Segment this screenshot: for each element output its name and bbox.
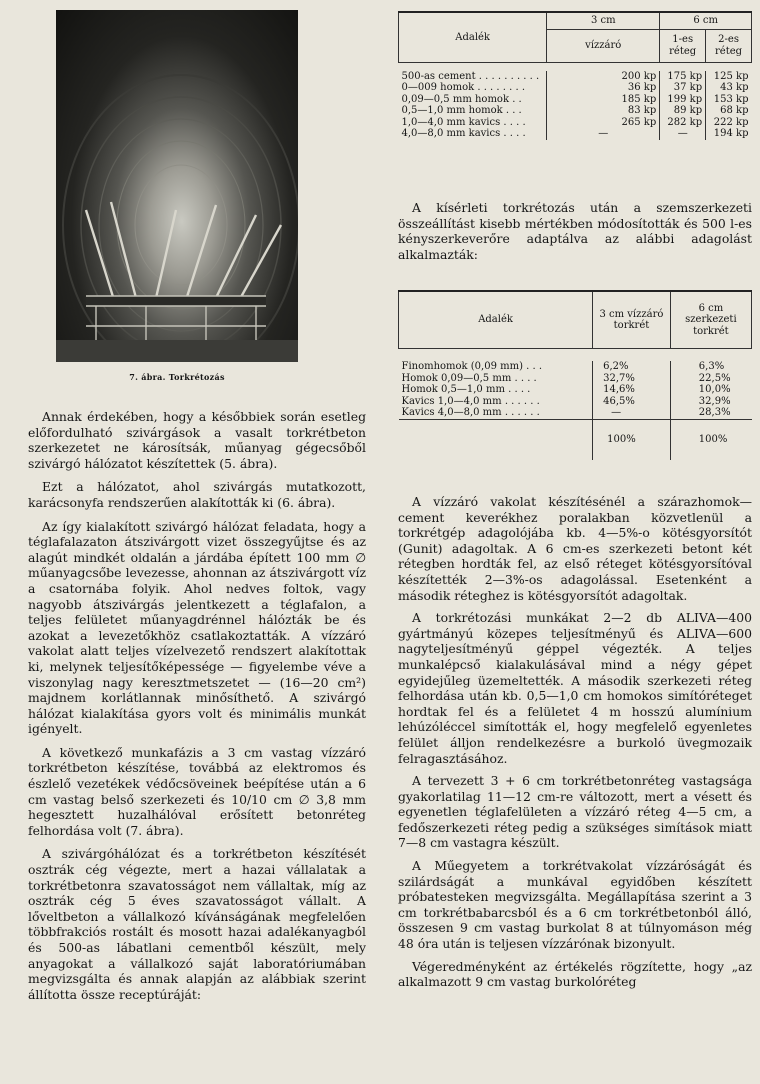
t2-cell: Kavics 1,0—4,0 mm . . . . . .: [401, 395, 540, 407]
t2-cell: 32,7%: [593, 373, 671, 385]
paragraph: Végeredményként az értékelés rögzítette, hogy „az alkalmazott 9 cm vastag burkolóréteg: [398, 958, 752, 990]
t2-total-b: 100%: [670, 419, 751, 460]
t1-header-3cm: 3 cm: [547, 12, 660, 29]
t2-cell: 32,9%: [670, 396, 751, 408]
t1-header-6cm: 6 cm: [660, 12, 752, 29]
t2-cell: 6,3%: [670, 361, 751, 373]
t1-cell: —: [660, 128, 706, 140]
t1-cell: 43 kp: [706, 82, 752, 94]
t2-cell: 14,6%: [593, 384, 671, 396]
table-row: [399, 128, 752, 140]
right-intro: [398, 200, 752, 262]
t1-cell: 83 kp: [547, 105, 660, 117]
table-row: [399, 384, 752, 396]
t2-cell: 22,5%: [670, 373, 751, 385]
t2-cell: 28,3%: [670, 407, 751, 419]
t2-cell: 10,0%: [670, 384, 751, 396]
t1-cell: 89 kp: [660, 105, 706, 117]
t1-cell: 0,09—0,5 mm homok . .: [401, 93, 522, 105]
t2-cell: Homok 0,09—0,5 mm . . . .: [401, 372, 537, 384]
paragraph: Az így kialakított szivárgó hálózat feladata, hogy a téglafalazaton átszivárgott vizet összegyűjtse és az alagút mindkét oldalán a járdába épített 100 mm ∅ műanyagcsőbe levezesse, ahonnan az átszivárgott víz a csatornába folyik. Ahol nedves foltok, vagy nagyobb átszivárgás jelentkezett a téglafalon, a teljes felületet műanyagdrénnel hálózták be és azokat a levezetőkhöz csatlakoztatták. A vízzáró vakolat alatt teljes vízelvezető rendszert alakítottak ki, melynek teljesítőképessége — figyelembe véve a viszonylag nagy keresztmetszetet — (16—20 cm²) majdnem korlátlannak minősíthető. A szivárgó hálózat kialakítása gyors volt és minimális munkát igényelt.: [28, 518, 366, 737]
paragraph: Annak érdekében, hogy a későbbiek során esetleg előfordulható szivárgások a vasalt torkrétbeton szerkezetet ne károsítsák, műanyag gégecsőből szivárgó hálózatot készítettek (5. ábra).: [28, 409, 366, 471]
table-row: [399, 94, 752, 106]
t1-cell: 282 kp: [660, 117, 706, 129]
paragraph: A Műegyetem a torkrétvakolat vízzáróságát és szilárdságát a munkával egyidőben készített próbatesteken megvizsgálta. Megállapítása szerint a 3 cm torkrétbabarcsból és a 6 cm torkrétbetonból álló, összesen 9 cm vastag burkolat 8 at túlnyomáson még 48 óra után is teljesen vízzárónak bizonyult.: [398, 858, 752, 952]
t2-total-a: 100%: [593, 419, 671, 460]
t2-cell: 6,2%: [593, 361, 671, 373]
t1-sub-2es: 2-es réteg: [706, 29, 752, 62]
t1-cell: —: [547, 128, 660, 140]
t1-header-adalek: Adalék: [399, 12, 547, 62]
tunnel-photo: [56, 10, 298, 362]
t1-cell: 36 kp: [547, 82, 660, 94]
t2-cell: —: [593, 407, 671, 419]
table-row: [399, 396, 752, 408]
table-row: [399, 361, 752, 373]
mix-table-2: [398, 290, 752, 460]
paragraph: A következő munkafázis a 3 cm vastag vízzáró torkrétbeton készítése, továbbá az elektromos és észlelő vezetékek védőcsöveinek beépítése után a 6 cm vastag belső szerkezeti és 10/10 cm ∅ 3,8 mm hegesztett huzalhálóval erősített betonréteg felhordása volt (7. ábra).: [28, 744, 366, 838]
table-row: [399, 373, 752, 385]
t2-cell: Homok 0,5—1,0 mm . . . .: [401, 384, 531, 395]
t1-cell: 0,5—1,0 mm homok . . .: [401, 105, 522, 116]
table-row: [399, 71, 752, 83]
t1-cell: 125 kp: [706, 71, 752, 83]
t1-sub-1es: 1-es réteg: [660, 29, 706, 62]
t1-cell: 175 kp: [660, 71, 706, 83]
t1-sub-vizzaro: vízzáró: [547, 29, 660, 62]
table-row: [399, 82, 752, 94]
t1-cell: 185 kp: [547, 94, 660, 106]
t1-cell: 500-as cement . . . . . . . . . .: [401, 70, 540, 82]
t2-cell: 46,5%: [593, 396, 671, 408]
paragraph: A vízzáró vakolat készítésénél a szárazhomok—cement keverékhez poralakban közvetlenül a torkrétgép adagolójába kb. 4—5%-o kötésgyorsítót (Gunit) adagoltak. A 6 cm-es szerkezeti betont két rétegben hordták fel, az első réteget kötésgyorsítóval készítették 2—3%-os adagolással. Esetenként a második réteghez is kötésgyorsítót adagoltak.: [398, 494, 752, 603]
t2-header-adalek: Adalék: [399, 291, 593, 349]
t2-cell: Kavics 4,0—8,0 mm . . . . . .: [401, 407, 540, 418]
t1-cell: 199 kp: [660, 94, 706, 106]
t2-cell: Finomhomok (0,09 mm) . . .: [401, 361, 543, 372]
t1-cell: 0—009 homok . . . . . . . .: [401, 82, 526, 93]
left-column-text: [28, 409, 366, 1010]
figure-caption: 7. ábra. Torkrétozás: [129, 372, 225, 382]
right-column-text: [398, 494, 752, 997]
mix-table-1: [398, 11, 752, 140]
table-row: [399, 407, 752, 419]
t1-cell: 222 kp: [706, 117, 752, 129]
paragraph: A kísérleti torkrétozás után a szemszerkezeti összeállítást kisebb mértékben módosították és 500 l-es kényszerkeverőre adaptálva az alábbi adagolást alkalmazták:: [398, 200, 752, 262]
t2-header-col2: 6 cm szerkezeti torkrét: [670, 291, 751, 349]
t1-cell: 1,0—4,0 mm kavics . . . .: [401, 116, 526, 128]
t1-cell: 4,0—8,0 mm kavics . . . .: [401, 128, 526, 139]
paragraph: A szivárgóhálózat és a torkrétbeton készítését osztrák cég végezte, mert a hazai vállalatak a torkrétbetonra szavatosságot nem vállaltak, míg az osztrák cég 5 éves szavatosságot vállalt. A lőveltbeton a vállalkozó kívánságának megfelelően többfrakciós rostált és mosott hazai adalékanyagból és 500-as lábatlani cementből készült, mely anyagokat a vállalkozó saját laboratóriumában megvizsgálta és annak alapján az alábbiak szerint állította össze receptúráját:: [28, 846, 366, 1002]
t2-header-col1: 3 cm vízzáró torkrét: [593, 291, 671, 349]
t1-cell: 68 kp: [706, 105, 752, 117]
paragraph: Ezt a hálózatot, ahol szivárgás mutatkozott, karácsonyfa rendszerűen alakították ki (6. ábra).: [28, 479, 366, 510]
paragraph: A tervezett 3 + 6 cm torkrétbetonréteg vastagsága gyakorlatilag 11—12 cm-re változott, mert a vésett és egyenetlen téglafelületen a vízzáró réteg 4—5 cm, a fedőszerkezeti réteg pedig a szükséges simítások miatt 7—8 cm vastagra készült.: [398, 773, 752, 851]
table-row: [399, 105, 752, 117]
table-row: [399, 117, 752, 129]
t1-cell: 37 kp: [660, 82, 706, 94]
t1-cell: 194 kp: [706, 128, 752, 140]
t1-cell: 200 kp: [547, 71, 660, 83]
paragraph: A torkrétozási munkákat 2—2 db ALIVA—400 gyártmányú közepes teljesítményű és ALIVA—600 nagyteljesítményű géppel végezték. A teljes munkalépcső kialakulásával mind a négy gépet egyidejűleg üzemeltették. A második szerkezeti réteg felhordása után kb. 0,5—1,0 cm homokos simítóréteget hordtak fel és a felületet 4 m hosszú alumínium lehúzóléccel simították el, hogy megfelelő egyenletes felület álljon rendelkezésre a burkoló üvegmozaik felragasztásához.: [398, 610, 752, 766]
t1-cell: 153 kp: [706, 94, 752, 106]
t1-cell: 265 kp: [547, 117, 660, 129]
